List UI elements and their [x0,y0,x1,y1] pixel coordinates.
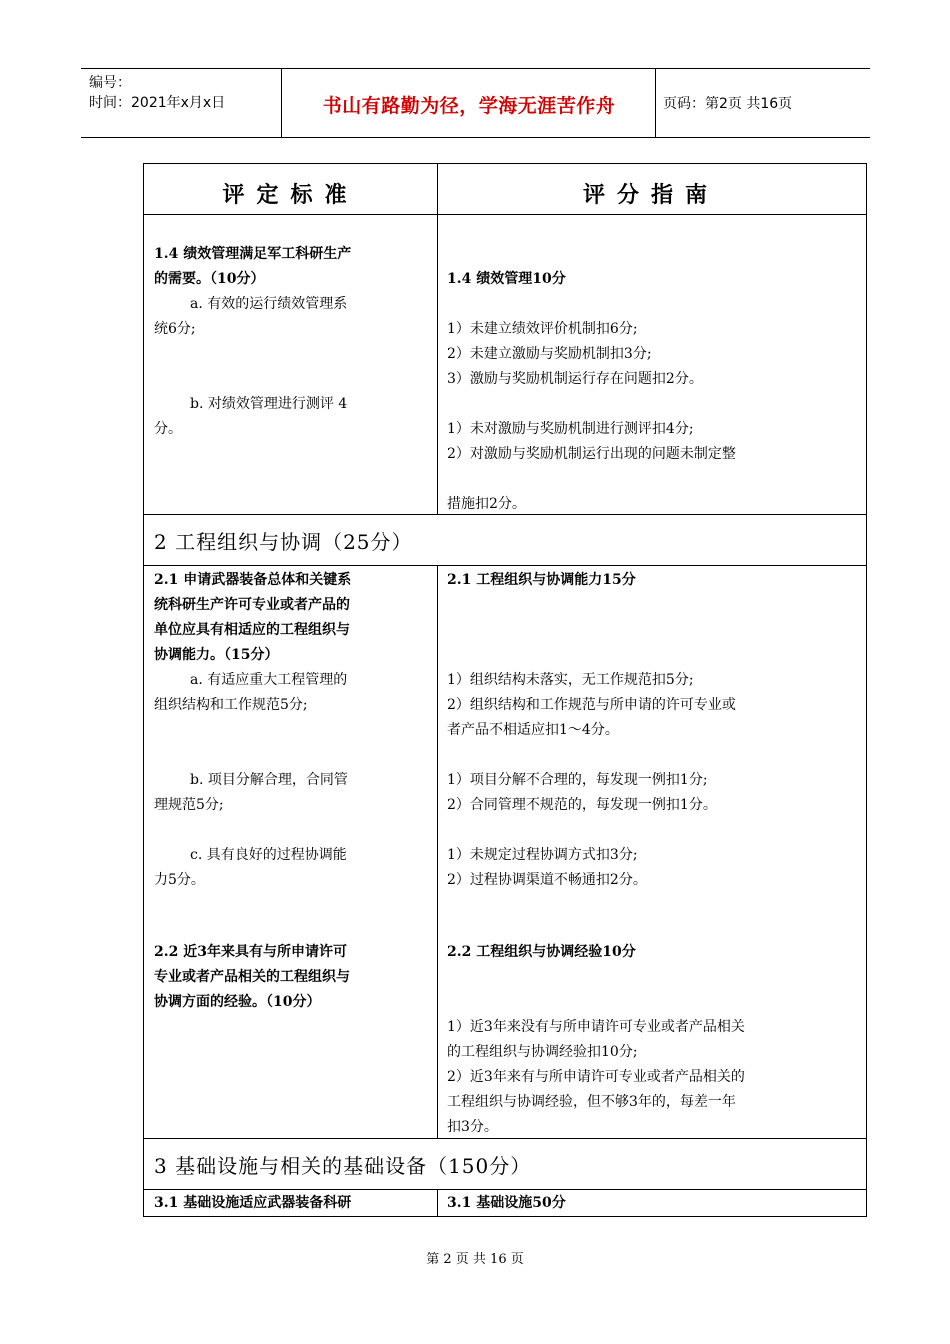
code-label: 编号： [89,75,131,91]
section-2-title: 2 工程组织与协调（25分） [154,530,413,554]
criteria-2-2: 2.2 近3年来具有与所申请许可 专业或者产品相关的工程组织与 协调方面的经验。（10分） [154,944,350,1010]
row-divider [144,565,866,566]
header-divider [281,69,282,137]
guide-2-2: 2.2 工程组织与协调经验10分 1）近3年来没有与所申请许可专业或者产品相关 的工程组织与协调经验扣10分; 2）近3年来有与所申请许可专业或者产品相关的 工程组织与协调经验，但不够3年的，每差一年 扣3分。 [447,944,745,1135]
col-header-guide: 评分指南 [582,182,719,208]
header-meta [89,73,225,113]
criteria-3-1: 3.1 基础设施适应武器装备科研 [154,1195,352,1211]
page-header [81,68,870,138]
criteria-2-1: 2.1 申请武器装备总体和关键系 统科研生产许可专业或者产品的 单位应具有相适应的工程组织与 协调能力。（15分） a. 有适应重大工程管理的 组织结构和工作规范5分; b. 项目分解合理，合同管 理规范5分; c. 具有良好的过程协调能 力5分。 [154,572,352,888]
criteria-1-4: 1.4 绩效管理满足军工科研生产 的需要。（10分） a. 有效的运行绩效管理系 统6分; b. 对绩效管理进行测评 4 分。 [154,246,352,437]
guide-1-4: 1.4 绩效管理10分 1）未建立绩效评价机制扣6分; 2）未建立激励与奖励机制扣3分; 3）激励与奖励机制运行存在问题扣2分。 1）未对激励与奖励机制进行测评扣4分; 2）对激励与奖励机制运行出现的问题未制定整 措施扣2分。 [447,271,736,512]
evaluation-table [143,163,867,1217]
header-motto: 书山有路勤为径，学海无涯苦作舟 [322,95,616,117]
guide-2-1: 2.1 工程组织与协调能力15分 1）组织结构未落实，无工作规范扣5分; 2）组织结构和工作规范与所申请的许可专业或 者产品不相适应扣1～4分。 1）项目分解不合理的，每发现一例扣1分; 2）合同管理不规范的，每发现一例扣1分。 1）未规定过程协调方式扣3分; 2）过程协调渠道不畅通扣2分。 [447,572,736,888]
header-page-info: 页码：第2页 共16页 [663,96,793,112]
row-divider [144,1189,866,1190]
column-divider [437,565,438,1138]
page-footer: 第 2 页 共 16 页 [426,1252,524,1267]
row-divider [144,214,866,215]
column-divider [437,164,438,514]
time-label: 时间：2021年x月x日 [89,95,226,111]
header-divider [655,69,656,137]
col-header-criteria: 评定标准 [222,182,359,208]
section-3-title: 3 基础设施与相关的基础设备（150分） [154,1154,532,1178]
guide-3-1: 3.1 基础设施50分 [447,1195,566,1211]
column-divider [437,1189,438,1216]
